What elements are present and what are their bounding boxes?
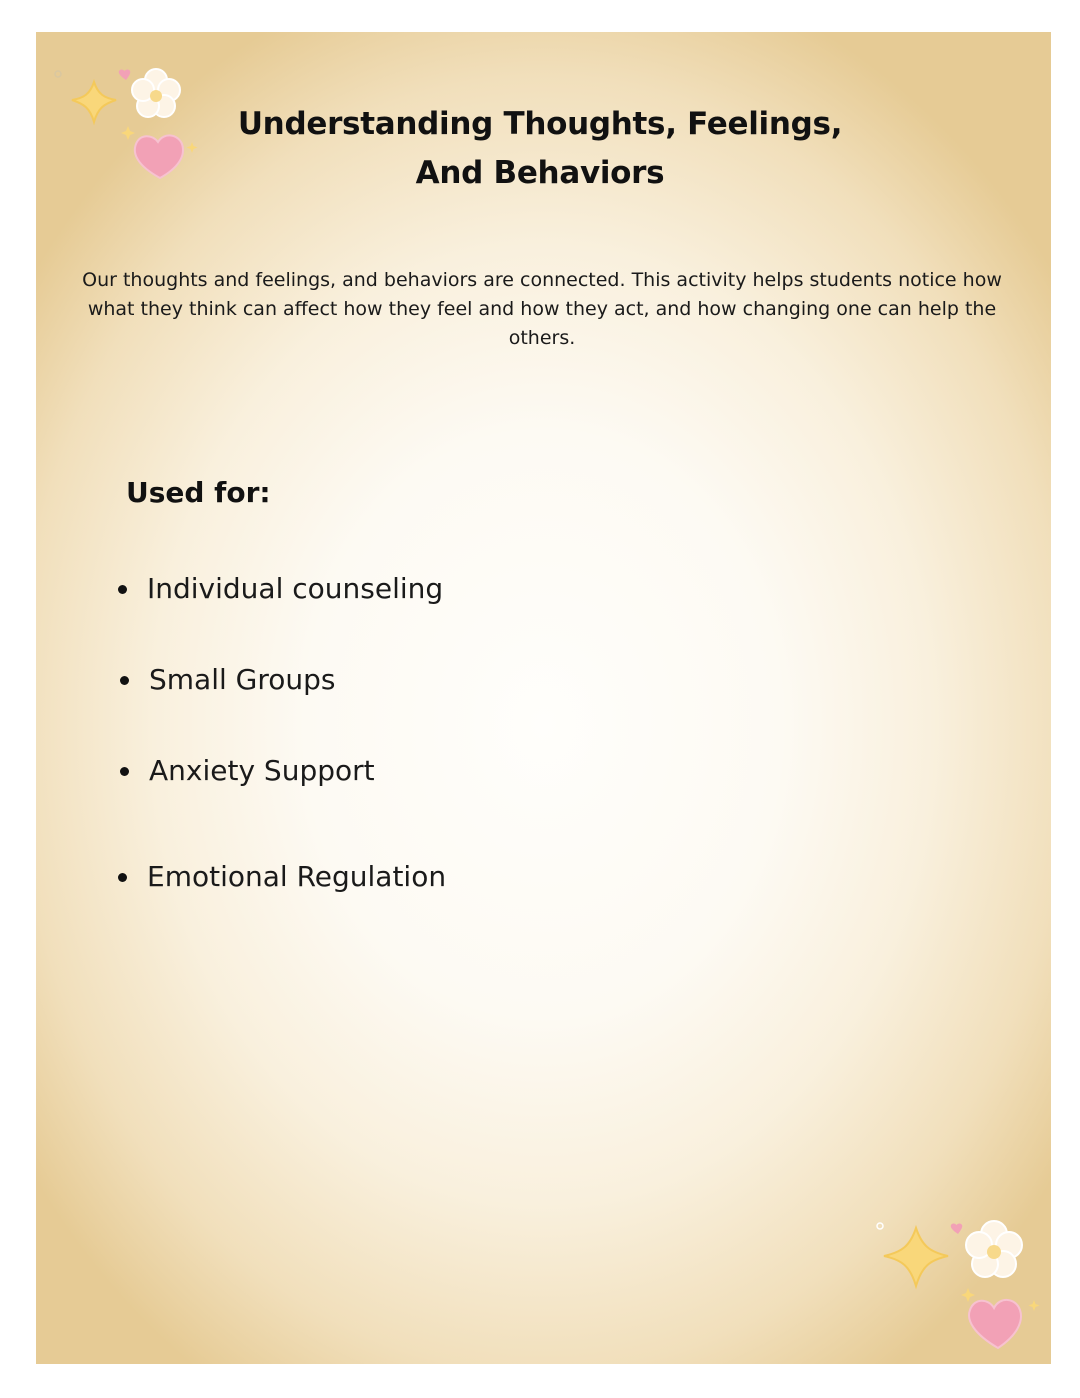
bullet-icon [120, 676, 129, 685]
sparkle-icon [884, 1228, 948, 1286]
bottom-right-decoration [872, 1216, 1042, 1356]
bullet-icon [120, 767, 129, 776]
small-circle-icon [55, 71, 61, 77]
list-item-label: Individual counseling [147, 572, 444, 605]
list-item-label: Anxiety Support [149, 754, 375, 787]
used-for-heading: Used for: [126, 476, 271, 509]
page-background [36, 32, 1051, 1364]
flower-icon [966, 1221, 1022, 1277]
tiny-sparkle-icon [1029, 1300, 1040, 1311]
page-title-line-1: Understanding Thoughts, Feelings, [237, 106, 843, 142]
small-circle-icon [877, 1223, 883, 1229]
list-item-label: Emotional Regulation [147, 860, 447, 893]
tiny-sparkle-icon [187, 142, 198, 153]
tiny-sparkle-icon [961, 1288, 975, 1302]
bullet-icon [118, 873, 127, 882]
heart-icon [969, 1300, 1021, 1348]
page-title-line-2: And Behaviors [415, 155, 665, 191]
list-item-label: Small Groups [149, 663, 336, 696]
intro-paragraph: Our thoughts and feelings, and behaviors are connected. This activity helps students notice how what they think can affect how they feel and how they act, and how changing one can help the others. [82, 269, 1002, 349]
bullet-icon [118, 585, 127, 594]
small-heart-icon [951, 1224, 963, 1235]
small-heart-icon [119, 70, 131, 81]
